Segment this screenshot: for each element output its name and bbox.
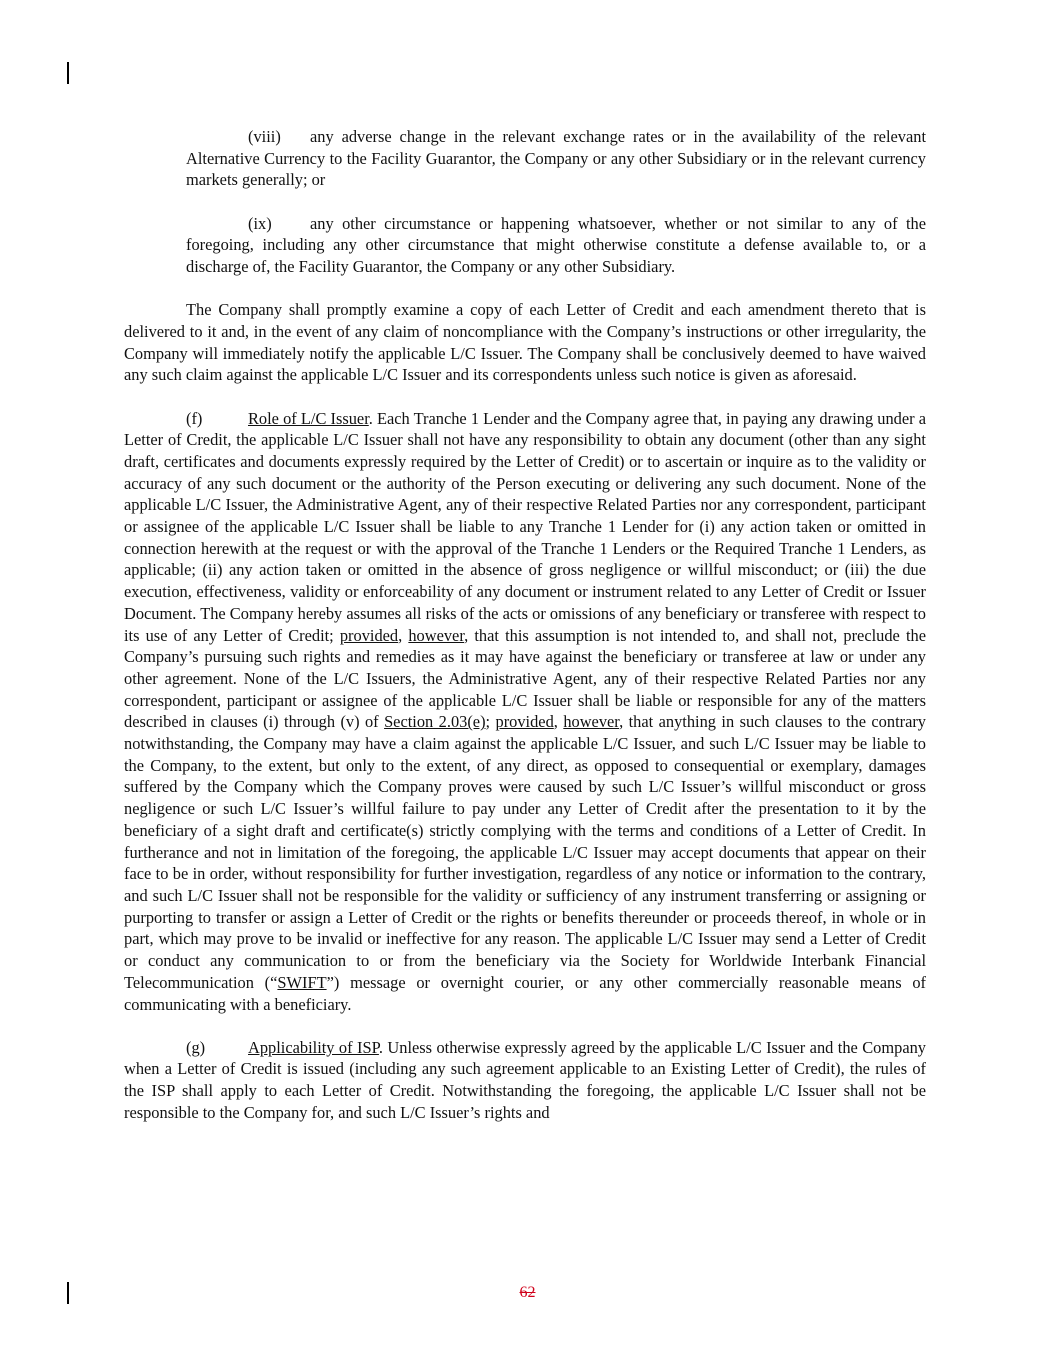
section-number: (f) <box>186 408 203 428</box>
section-f-paragraph <box>124 408 926 1016</box>
section-cross-reference: Section 2.03(e) <box>384 712 486 732</box>
section-text: ”) message or overnight courier, or any other commercially reasonable means of communicating with a beneficiary. <box>124 972 926 1014</box>
punctuation: , <box>398 625 409 645</box>
however-term: however <box>563 712 620 732</box>
section-heading: Role of L/C Issuer <box>248 408 369 428</box>
section-heading: Applicability of ISP <box>248 1037 379 1057</box>
document-body <box>124 126 926 1145</box>
punctuation: , <box>553 712 564 732</box>
section-number: (g) <box>186 1037 206 1057</box>
section-text: . Each Tranche 1 Lender and the Company agree that, in paying any drawing under a Letter of Credit, the applicable L/C Issuer shall not have any responsibility to obtain any document (other than any sight draft, certificates and documents expressly required by the Letter of Credit) or to ascertain or inquire as to the validity or accuracy of any such document or the authority of the Person executing or delivering any such document. None of the applicable L/C Issuer, the Administrative Agent, any of their respective Related Parties nor any correspondent, participant or assignee of the applicable L/C Issuer shall be liable to any Tranche 1 Lender for (i) any action taken or omitted in connection herewith at the request or with the approval of the Tranche 1 Lenders or the Required Tranche 1 Lenders, as applicable; (ii) any action taken or omitted in the absence of gross negligence or willful misconduct; or (iii) the due execution, effectiveness, validity or enforceability of any document or instrument related to any Letter of Credit or Issuer Document. The Company hereby assumes all risks of the acts or omissions of any beneficiary or transferee with respect to its use of any Letter of Credit; <box>124 408 927 645</box>
clause-number: (ix) <box>248 213 272 233</box>
clause-number: (viii) <box>248 127 281 146</box>
clause-text: any other circumstance or happening whatsoever, whether or not similar to any of the foregoing, including any other circumstance that might otherwise constitute a defense available to, or a discharge of, the Facility Guarantor, the Company or any other Subsidiary. <box>186 213 926 277</box>
section-text: . Unless otherwise expressly agreed by the applicable L/C Issuer and the Company when a Letter of Credit is issued (including any such agreement applicable to an Existing Letter of Credit), the rules of the ISP shall apply to each Letter of Credit. Notwithstanding the foregoing, the applicable L/C Issuer shall not be responsible to the Company for, and such L/C Issuer’s rights and <box>124 1037 926 1122</box>
section-text: , that this assumption is not intended to, and shall not, preclude the Company’s pursuing such rights and remedies as it may have against the beneficiary or transferee at law or under any other agreement. None of the L/C Issuers, the Administrative Agent, any of their respective Related Parties nor any correspondent, participant or assignee of the applicable L/C Issuer shall be liable or responsible for any of the matters described in clauses (i) through (v) of <box>124 625 926 732</box>
company-examination-paragraph: The Company shall promptly examine a copy of each Letter of Credit and each amendment thereto that is delivered to it and, in the event of any claim of noncompliance with the Company’s instructions or other irregularity, the Company will immediately notify the applicable L/C Issuer. The Company shall be conclusively deemed to have waived any such claim against the applicable L/C Issuer and its correspondents unless such notice is given as aforesaid. <box>124 300 926 385</box>
clause-ix <box>186 213 926 278</box>
provided-term: provided <box>495 712 554 732</box>
provided-term: provided <box>339 625 399 645</box>
page-number: 62 <box>519 1284 536 1301</box>
section-g-paragraph <box>124 1037 926 1124</box>
section-text: , that anything in such clauses to the contrary notwithstanding, the Company may have a claim against the applicable L/C Issuer, and such L/C Issuer may be liable to the Company, to the extent, but only to the extent, of any direct, as opposed to consequential or exemplary, damages suffered by the Company which the Company proves were caused by such L/C Issuer’s willful misconduct or gross negligence or such L/C Issuer’s willful failure to pay under any Letter of Credit after the presentation to it by the beneficiary of a sight draft and certificate(s) strictly complying with the terms and conditions of a Letter of Credit. In furtherance and not in limitation of the foregoing, the applicable L/C Issuer may accept documents that appear on their face to be in order, without responsibility for further investigation, regardless of any notice or information to the contrary, and such L/C Issuer shall not be responsible for the validity or sufficiency of any instrument transferring or assigning or purporting to transfer or assign a Letter of Credit or the rights or benefits thereunder or proceeds thereof, in whole or in part, which may prove to be invalid or ineffective for any reason. The applicable L/C Issuer may send a Letter of Credit or conduct any communication to or from the beneficiary via the Society for Worldwide Interbank Financial Telecommunication (“ <box>124 712 927 992</box>
clause-text: any adverse change in the relevant exchange rates or in the availability of the relevant Alternative Currency to the Facility Guarantor, the Company or any other Subsidiary or in the relevant currency markets generally; or <box>186 127 926 190</box>
punctuation: ; <box>485 712 496 732</box>
clause-viii <box>186 126 926 191</box>
change-bar-top <box>67 62 69 84</box>
swift-term: SWIFT <box>277 972 327 992</box>
however-term: however <box>408 625 465 645</box>
